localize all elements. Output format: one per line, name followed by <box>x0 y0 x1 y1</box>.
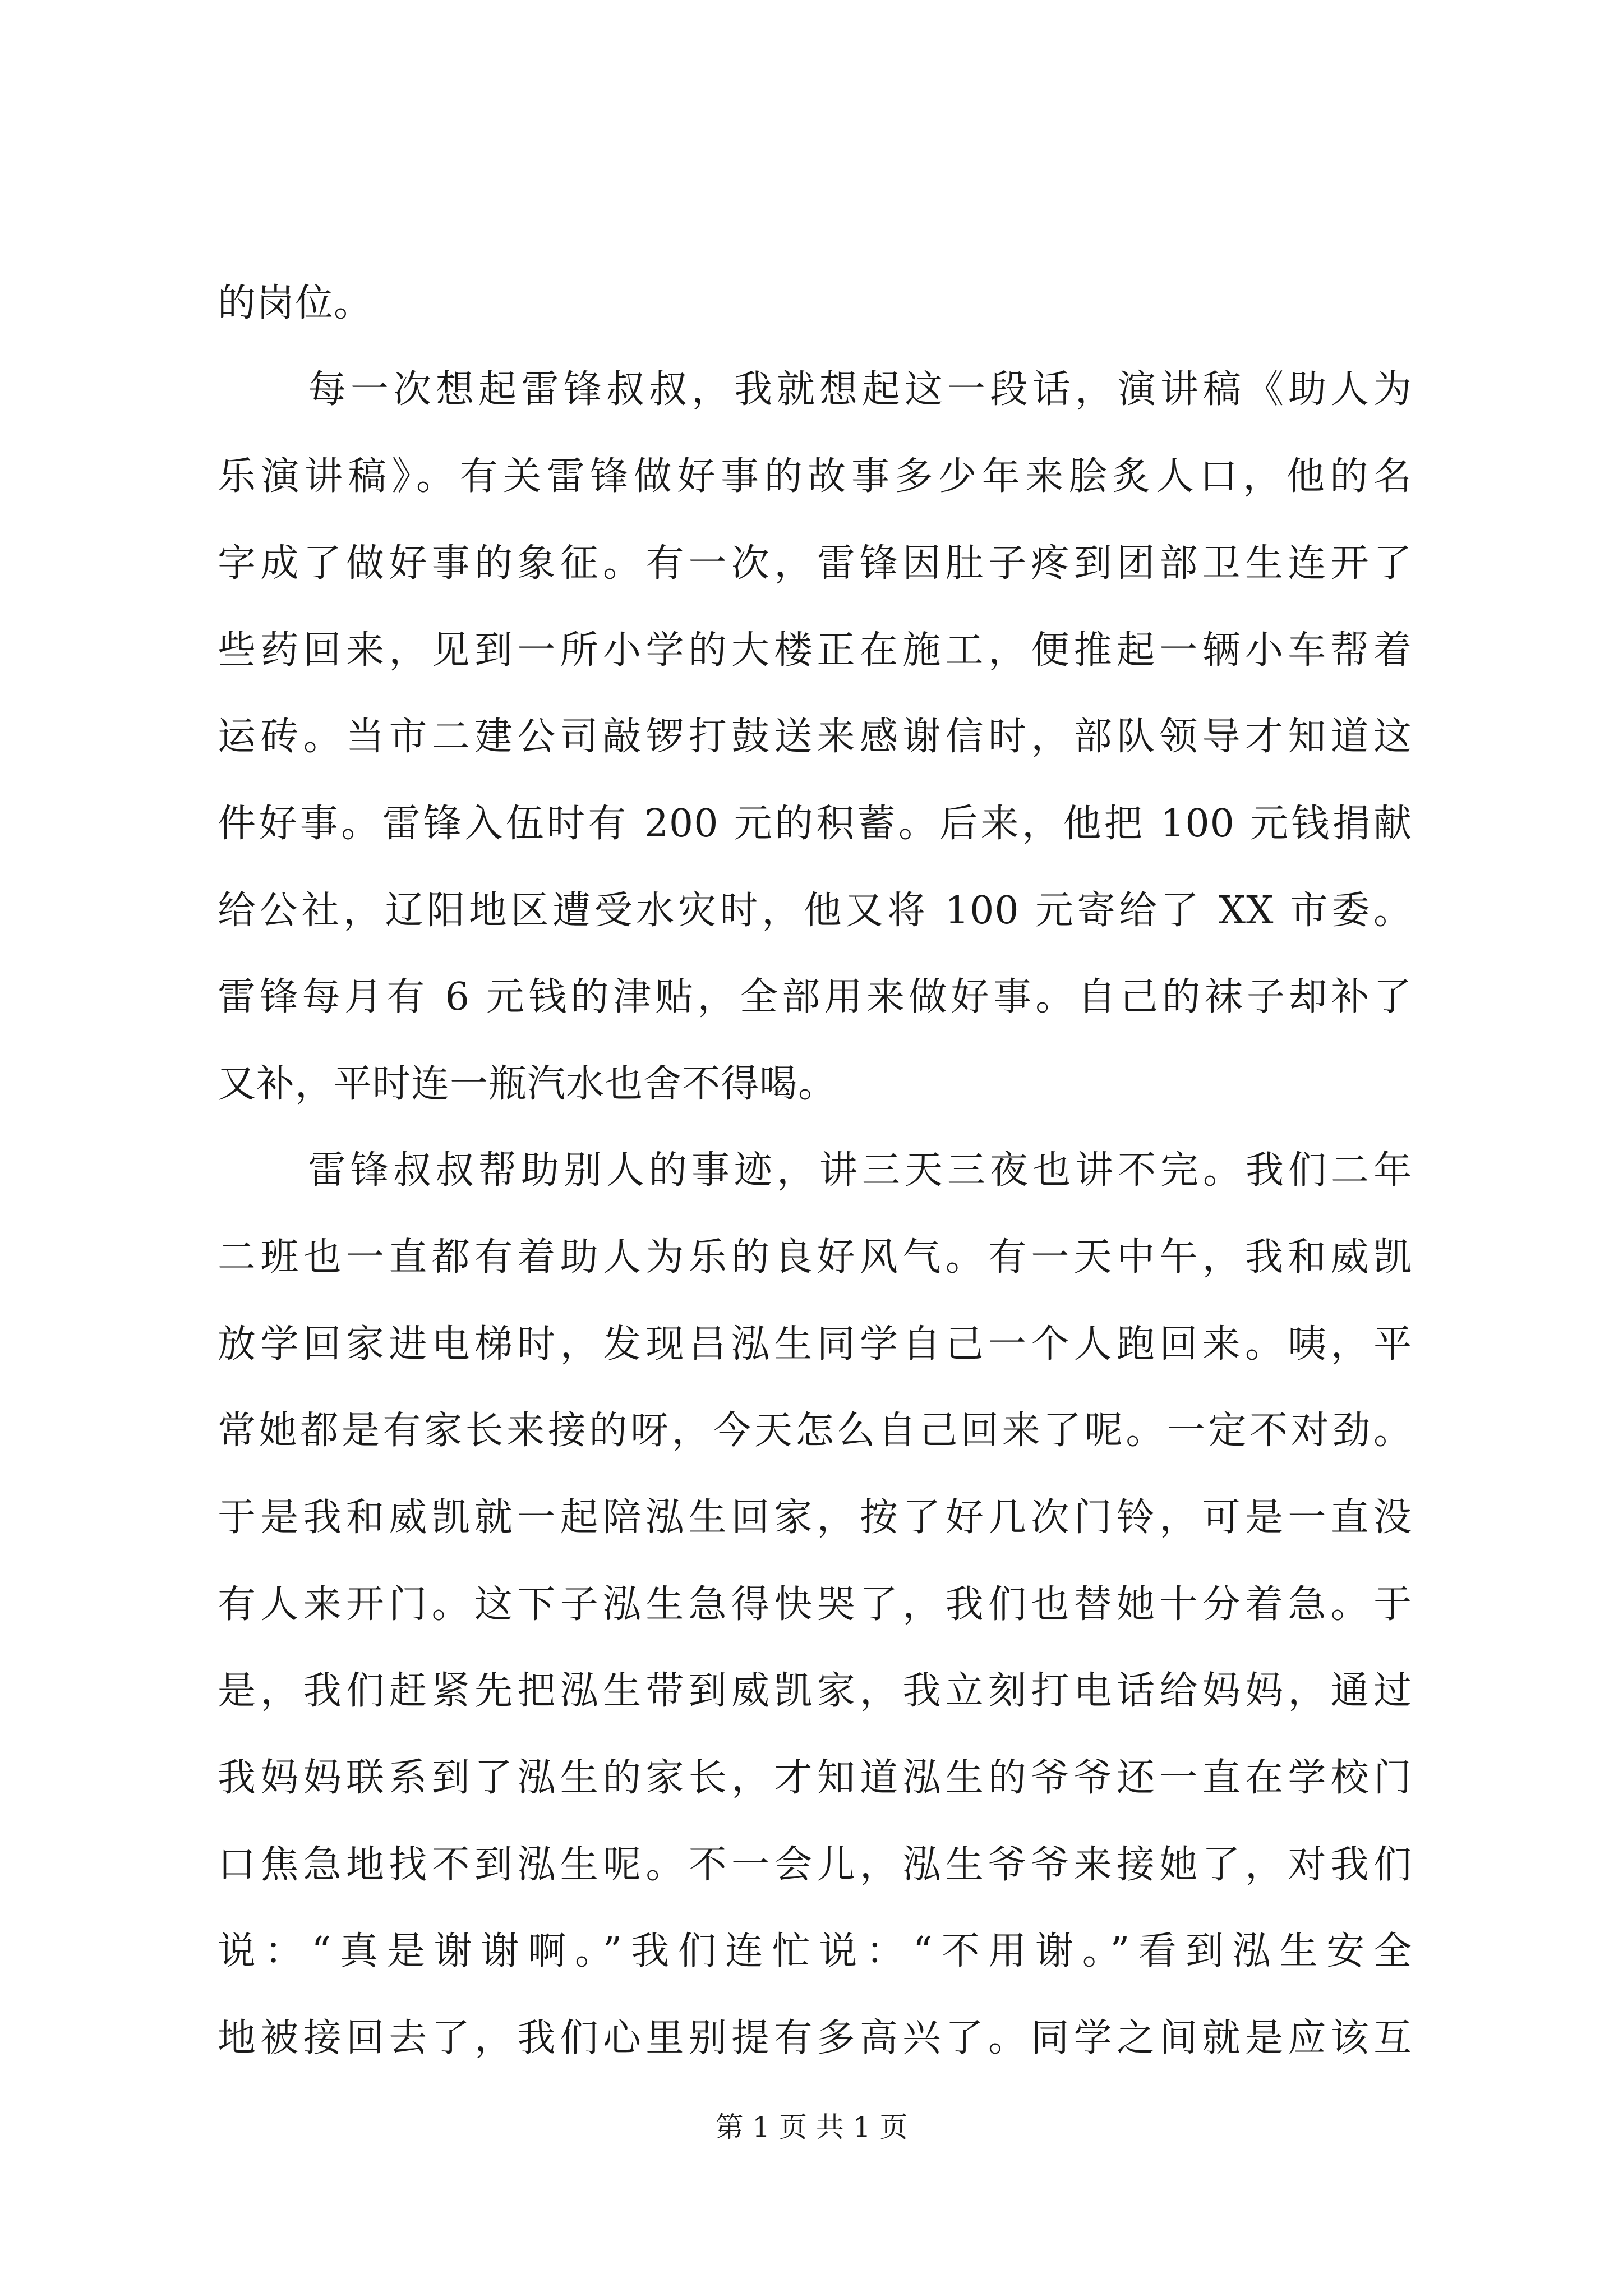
paragraph-first-line: 每一次想起雷锋叔叔，我就想起这一段话，演讲稿《助人为 <box>308 367 1412 412</box>
text-line: 我妈妈联系到了泓生的家长，才知道泓生的爷爷还一直在学校门 <box>218 1756 1412 1800</box>
text-line: 地被接回去了，我们心里别提有多高兴了。同学之间就是应该互 <box>218 2016 1412 2060</box>
text-line: 常她都是有家长来接的呀，今天怎么自己回来了呢。一定不对劲。 <box>218 1409 1412 1453</box>
text-line: 字成了做好事的象征。有一次，雷锋因肚子疼到团部卫生连开了 <box>218 541 1412 586</box>
text-line: 二班也一直都有着助人为乐的良好风气。有一天中午，我和威凯 <box>218 1235 1412 1280</box>
text-line: 于是我和威凯就一起陪泓生回家，按了好几次门铃，可是一直没 <box>218 1496 1412 1540</box>
text-line: 件好事。雷锋入伍时有 200 元的积蓄。后来，他把 100 元钱捐献 <box>218 802 1412 846</box>
text-line: 雷锋每月有 6 元钱的津贴，全部用来做好事。自己的袜子却补了 <box>218 975 1412 1019</box>
text-line: 运砖。当市二建公司敲锣打鼓送来感谢信时，部队领导才知道这 <box>218 715 1412 759</box>
text-line: 口焦急地找不到泓生呢。不一会儿，泓生爷爷来接她了，对我们 <box>218 1843 1412 1887</box>
text-line: 乐演讲稿》。有关雷锋做好事的故事多少年来脍炙人口，他的名 <box>218 454 1412 499</box>
text-line: 是，我们赶紧先把泓生带到威凯家，我立刻打电话给妈妈，通过 <box>218 1669 1412 1713</box>
page-number-footer: 第 1 页 共 1 页 <box>715 2111 908 2143</box>
text-line: 放学回家进电梯时，发现吕泓生同学自己一个人跑回来。咦，平 <box>218 1322 1412 1366</box>
text-line: 又补，平时连一瓶汽水也舍不得喝。 <box>218 1062 837 1106</box>
text-line: 说：“真是谢谢啊。”我们连忙说：“不用谢。”看到泓生安全 <box>218 1929 1412 1973</box>
paragraph-first-line: 雷锋叔叔帮助别人的事迹，讲三天三夜也讲不完。我们二年 <box>308 1148 1412 1193</box>
text-line: 的岗位。 <box>218 281 373 325</box>
text-line: 些药回来，见到一所小学的大楼正在施工，便推起一辆小车帮着 <box>218 628 1412 673</box>
text-line: 给公社，辽阳地区遭受水灾时，他又将 100 元寄给了 XX 市委。 <box>218 889 1412 933</box>
text-line: 有人来开门。这下子泓生急得快哭了，我们也替她十分着急。于 <box>218 1582 1412 1627</box>
